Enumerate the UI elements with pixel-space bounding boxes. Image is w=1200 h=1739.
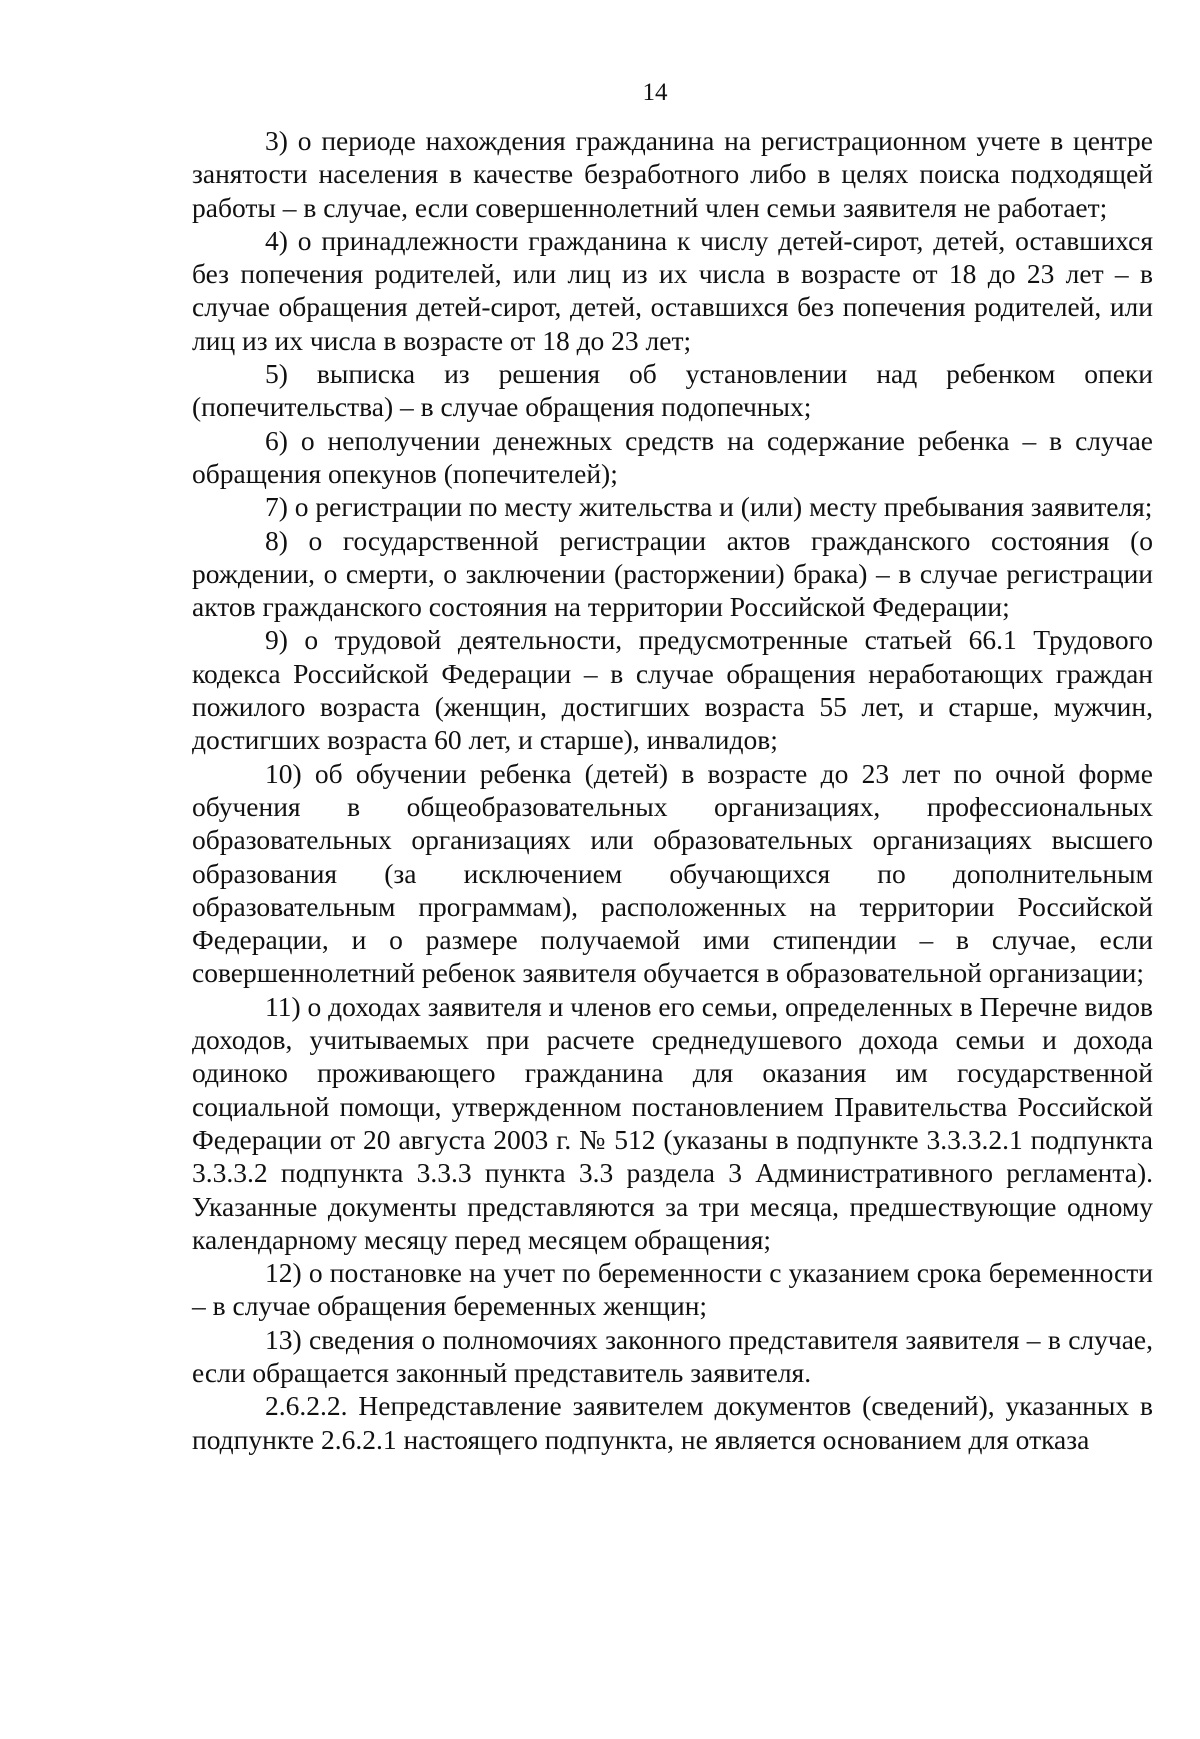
list-item-3: 3) о периоде нахождения гражданина на регистрационном учете в центре занятости населения в качестве безработного либо в целях поиска подходящей работы – в случае, если совершеннолетний член семьи заявителя не работает; — [192, 125, 1153, 223]
list-item-5: 5) выписка из решения об установлении над ребенком опеки (попечительства) – в случае обращения подопечных; — [192, 358, 1153, 423]
list-item-12: 12) о постановке на учет по беременности с указанием срока беременности – в случае обращения беременных женщин; — [192, 1257, 1153, 1322]
list-item-13: 13) сведения о полномочиях законного представителя заявителя – в случае, если обращается законный представитель заявителя. — [192, 1323, 1153, 1388]
section-2-6-2-2-paragraph: 2.6.2.2. Непредставление заявителем документов (сведений), указанных в подпункте 2.6.2.1 настоящего подпункта, не является основанием для отказа — [192, 1390, 1153, 1455]
page-number: 14 — [642, 79, 668, 106]
list-item-8: 8) о государственной регистрации актов гражданского состояния (о рождении, о смерти, о заключении (расторжении) брака) – в случае регистрации актов гражданского состояния на территории Российской Федерации; — [192, 524, 1153, 623]
list-item-11: 11) о доходах заявителя и членов его семьи, определенных в Перечне видов доходов, учитываемых при расчете среднедушевого дохода семьи и дохода одиноко проживающего гражданина для оказания им государственной социальной помощи, утвержденном постановлением Правительства Российской Федерации от 20 августа 2003 г. № 512 (указаны в подпункте 3.3.3.2.1 подпункта 3.3.3.2 подпункта 3.3.3 пункта 3.3 раздела 3 Административного регламента). Указанные документы представляются за три месяца, предшествующие одному календарному месяцу перед месяцем обращения; — [192, 990, 1153, 1255]
list-item-4: 4) о принадлежности гражданина к числу детей-сирот, детей, оставшихся без попечения родителей, или лиц из их числа в возрасте от 18 до 23 лет – в случае обращения детей-сирот, детей, оставшихся без попечения родителей, или лиц из их числа в возрасте от 18 до 23 лет; — [192, 224, 1153, 356]
list-item-6: 6) о неполучении денежных средств на содержание ребенка – в случае обращения опекунов (попечителей); — [192, 424, 1153, 489]
list-item-10: 10) об обучении ребенка (детей) в возрасте до 23 лет по очной форме обучения в общеобразовательных организациях, профессиональных образовательных организациях или образовательных организациях высшего образования (за исключением обучающихся по дополнительным образовательным программам), расположенных на территории Российской Федерации, и о размере получаемой ими стипендии – в случае, если совершеннолетний ребенок заявителя обучается в образовательной организации; — [192, 757, 1153, 989]
document-body — [192, 124, 1153, 1456]
list-item-9: 9) о трудовой деятельности, предусмотренные статьей 66.1 Трудового кодекса Российской Федерации – в случае обращения неработающих граждан пожилого возраста (женщин, достигших возраста 55 лет, и старше, мужчин, достигших возраста 60 лет, и старше), инвалидов; — [192, 624, 1153, 756]
list-item-7: 7) о регистрации по месту жительства и (или) месту пребывания заявителя; — [265, 491, 1153, 523]
